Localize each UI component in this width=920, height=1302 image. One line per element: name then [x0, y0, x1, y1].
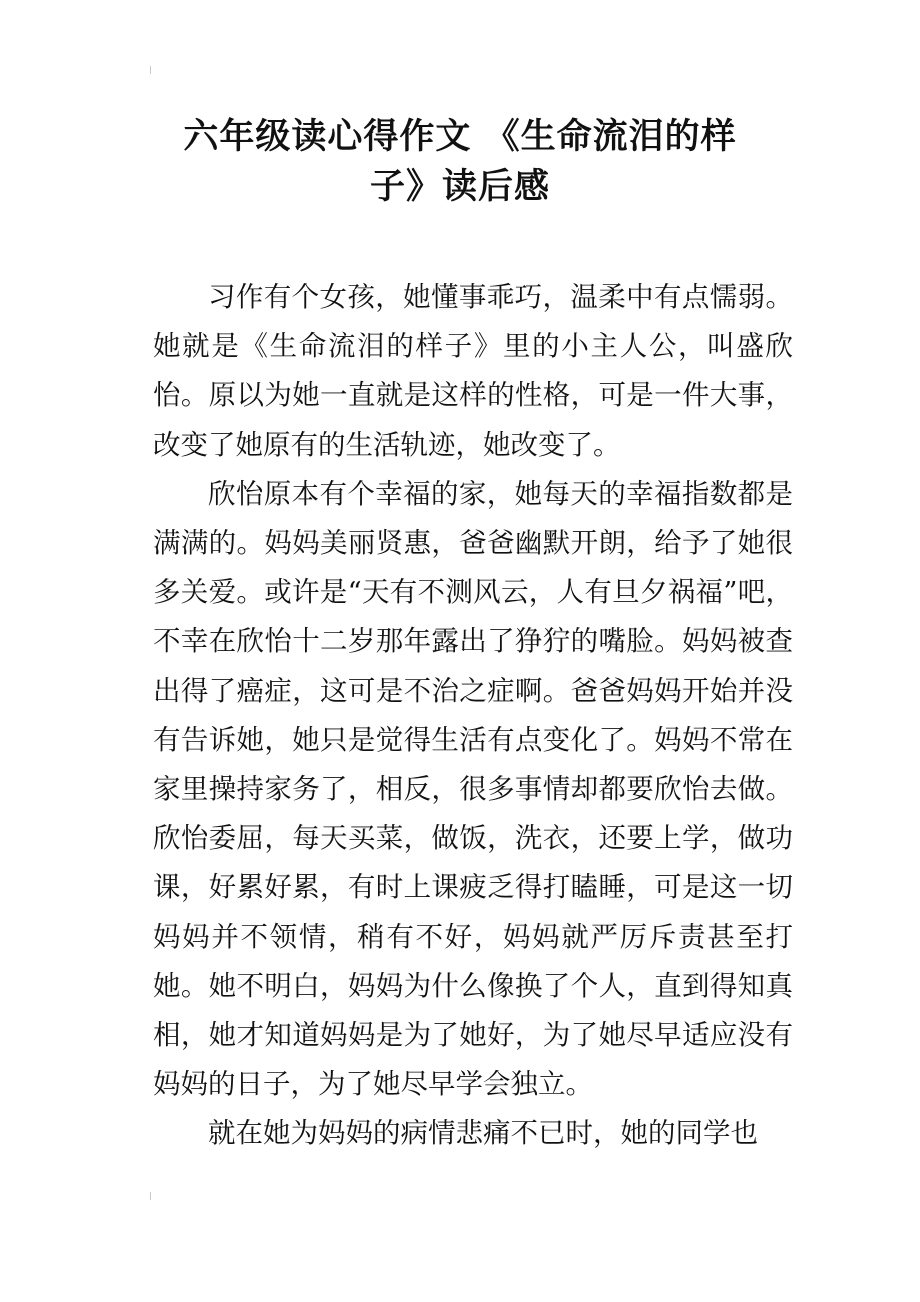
- corner-crop-mark: [150, 1192, 155, 1200]
- title-line-1: 六年级读心得作文 《生命流泪的样: [183, 117, 737, 157]
- paragraph-2: 欣怡原本有个幸福的家，她每天的幸福指数都是满满的。妈妈美丽贤惠，爸爸幽默开朗，给予了她很多关爱。或许是“天有不测风云，人有旦夕祸福”吧，不幸在欣怡十二岁那年露出了狰狞的嘴脸。妈妈被查出得了癌症，这可是不治之症啊。爸爸妈妈开始并没有告诉她，她只是觉得生活有点变化了。妈妈不常在家里操持家务了，相反，很多事情却都要欣怡去做。欣怡委屈，每天买菜，做饭，洗衣，还要上学，做功课，好累好累，有时上课疲乏得打瞌睡，可是这一切妈妈并不领情，稍有不好，妈妈就严厉斥责甚至打她。她不明白，妈妈为什么像换了个人，直到得知真相，她才知道妈妈是为了她好，为了她尽早适应没有妈妈的日子，为了她尽早学会独立。: [153, 477, 793, 1101]
- paragraph-3: 就在她为妈妈的病情悲痛不已时，她的同学也: [208, 1117, 758, 1150]
- corner-crop-mark: [150, 66, 155, 74]
- title-line-2: 子》读后感: [369, 167, 550, 207]
- article-body: [153, 273, 793, 1159]
- document-title: [150, 112, 770, 212]
- paragraph-1: 习作有个女孩，她懂事乖巧，温柔中有点懦弱。她就是《生命流泪的样子》里的小主人公，叫盛欣怡。原以为她一直就是这样的性格，可是一件大事，改变了她原有的生活轨迹，她改变了。: [153, 281, 793, 461]
